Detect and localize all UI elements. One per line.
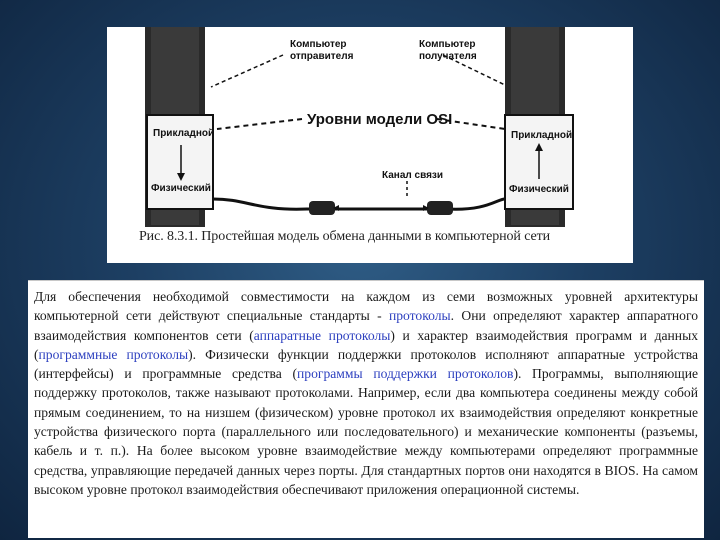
body-text-part-4: ). Физически функции поддержки протоколов исполняют аппаратные устройства (интерфейсы) и программные средства ( bbox=[34, 346, 699, 382]
body-text-part-1: Для обеспечения необходимой совместимости на каждом из семи возможных уровней архитектуры компьютерной сети действуют специальные стандарты - bbox=[34, 289, 698, 324]
osi-figure bbox=[107, 27, 633, 263]
body-text-part-3: ) и характер взаимодействия программ и данных ( bbox=[34, 327, 698, 362]
diagram-title: Уровни модели OSI bbox=[307, 111, 453, 128]
hardware-protocols-link[interactable]: аппаратные протоколы bbox=[253, 327, 391, 343]
figure-caption: Рис. 8.3.1. Простейшая модель обмена данными в компьютерной сети bbox=[139, 229, 551, 244]
channel-label: Канал связи bbox=[382, 170, 444, 181]
body-text-part-5: ). Программы, выполняющие поддержку протоколов, также называют протоколами. Например, если два компьютера соединены между собой прямым соединением, то на низшем (физическом) уровне протокол их взаимодействия определяют конкретные устройства физического порта (параллельного или последовательного) и механические компоненты (разъемы, кабель и т. п.). На более высоком уровне взаимодействие между компьютерами определяют программные средства, управляющие передачей данных через порты. Для стандартных портов они находятся в BIOS. На самом высоком уровне протокол взаимодействия обеспечивают приложения операционной системы. bbox=[34, 366, 698, 497]
sender-top-layer: Прикладной bbox=[153, 128, 215, 139]
receiver-bottom-layer: Физический bbox=[509, 184, 569, 195]
receiver-computer bbox=[505, 27, 573, 227]
osi-diagram bbox=[107, 27, 633, 263]
sender-bottom-layer: Физический bbox=[151, 183, 211, 194]
protocols-link[interactable]: протоколы bbox=[388, 308, 451, 324]
sender-label: Компьютер отправителя bbox=[290, 39, 354, 62]
protocol-support-programs-link[interactable]: программы поддержки протоколов bbox=[297, 366, 514, 382]
connector-left bbox=[309, 201, 335, 215]
receiver-label: Компьютер получателя bbox=[419, 39, 477, 62]
body-text-part-2: . Они определяют характер аппаратного взаимодействия компонентов сети ( bbox=[34, 308, 698, 343]
sender-computer bbox=[145, 27, 213, 227]
software-protocols-link[interactable]: программные протоколы bbox=[38, 346, 189, 362]
receiver-top-layer: Прикладной bbox=[511, 130, 573, 141]
connector-right bbox=[427, 201, 453, 215]
body-text bbox=[28, 280, 704, 538]
